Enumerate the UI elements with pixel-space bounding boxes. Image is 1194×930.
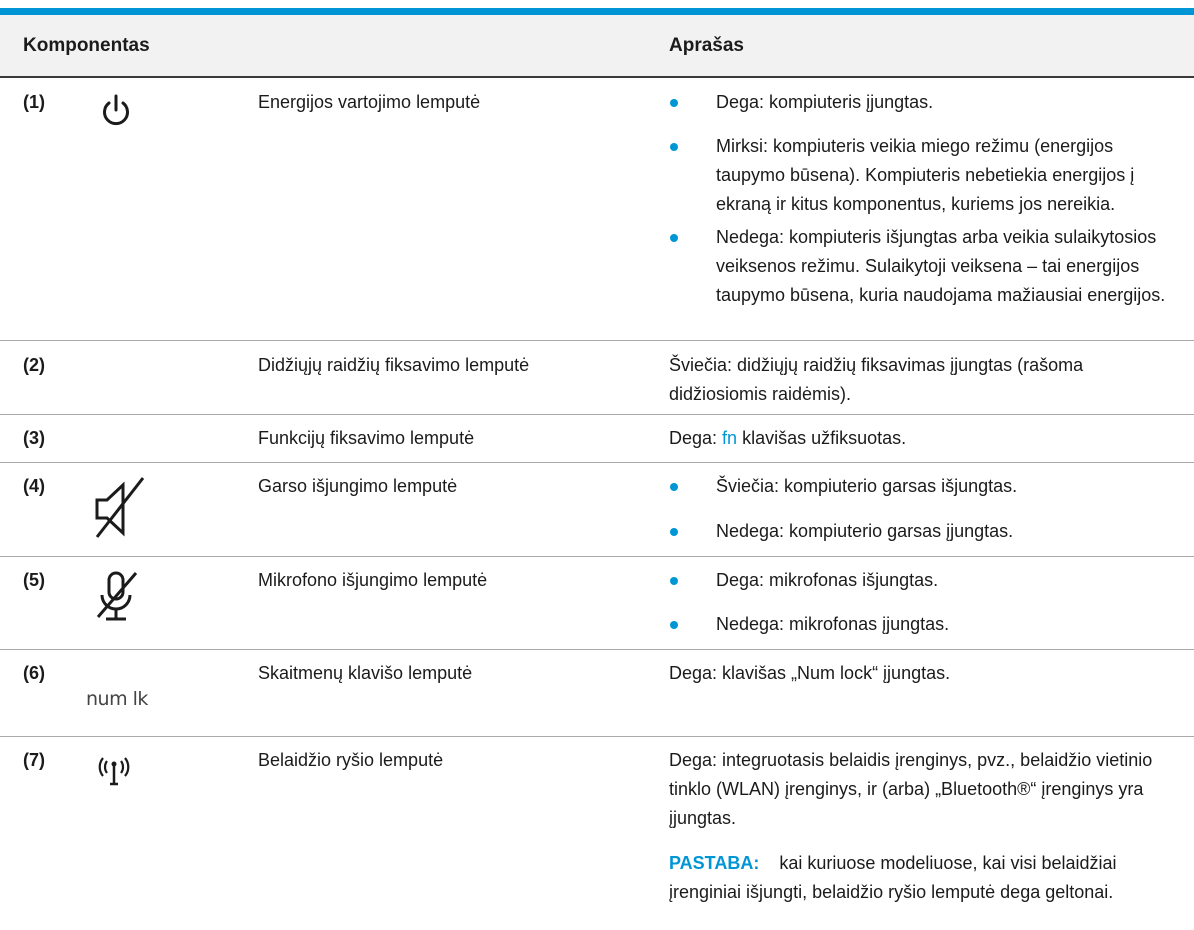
top-accent-bar — [0, 8, 1194, 15]
description-suffix: klavišas užfiksuotas. — [737, 428, 907, 448]
component-name: Didžiųjų raidžių fiksavimo lemputė — [258, 355, 530, 375]
row-number: (3) — [23, 428, 45, 448]
table-row — [0, 557, 1194, 649]
row-number: (4) — [23, 476, 45, 496]
component-name: Mikrofono išjungimo lemputė — [258, 570, 488, 590]
bullet-text: Nedega: kompiuteris išjungtas arba veikia sulaikytosios veiksenos režimu. Sulaikytoji veiksena – tai energijos taupymo būsena, kuria naudojama mažiausiai energijos. — [716, 227, 1166, 305]
bullet-dot — [670, 528, 678, 536]
bullet-text: Mirksi: kompiuteris veikia miego režimu (energijos taupymo būsena). Kompiuteris nebetiekia energijos į ekraną ir kitus komponentus, kuriems jos nereikia. — [716, 136, 1135, 214]
fn-key-label: fn — [722, 428, 738, 448]
bullet-dot — [670, 99, 678, 107]
component-name: Belaidžio ryšio lemputė — [258, 750, 444, 770]
description-prefix: Dega: — [669, 428, 723, 448]
component-name: Energijos vartojimo lemputė — [258, 92, 481, 112]
bullet-text: Šviečia: kompiuterio garsas išjungtas. — [716, 476, 1018, 496]
row-number: (2) — [23, 355, 45, 375]
table-row — [0, 415, 1194, 462]
row-number: (5) — [23, 570, 45, 590]
row-number: (6) — [23, 663, 45, 683]
table-header — [0, 15, 1194, 76]
row-number: (1) — [23, 92, 45, 112]
table-row — [0, 737, 1194, 930]
bullet-text: Nedega: mikrofonas įjungtas. — [716, 614, 950, 634]
description-text — [669, 424, 1169, 453]
speaker-mute-icon — [91, 475, 147, 552]
num-lock-icon: num lk — [86, 688, 148, 710]
table-row — [0, 78, 1194, 340]
table-row — [0, 341, 1194, 414]
power-icon — [100, 94, 132, 137]
description-text: Dega: klavišas „Num lock“ įjungtas. — [669, 663, 951, 683]
component-name: Garso išjungimo lemputė — [258, 476, 458, 496]
header-component: Komponentas — [23, 35, 150, 56]
wireless-icon — [95, 753, 133, 796]
bullet-dot — [670, 483, 678, 491]
note-label: PASTABA: — [669, 853, 760, 873]
bullet-dot — [670, 143, 678, 151]
description-text: Dega: integruotasis belaidis įrenginys, pvz., belaidžio vietinio tinklo (WLAN) įrenginys, ir (arba) „Bluetooth®“ įrenginys yra įjungtas. — [669, 750, 1153, 828]
bullet-text: Dega: mikrofonas išjungtas. — [716, 570, 939, 590]
note-text: kai kuriuose modeliuose, kai visi belaidžiai įrenginiai išjungti, belaidžio ryšio lemputė dega geltonai. — [669, 853, 1117, 902]
row-number: (7) — [23, 750, 45, 770]
microphone-mute-icon — [94, 569, 140, 634]
note — [669, 849, 1169, 907]
component-name: Funkcijų fiksavimo lemputė — [258, 428, 475, 448]
bullet-dot — [670, 577, 678, 585]
description-text: Šviečia: didžiųjų raidžių fiksavimas įjungtas (rašoma didžiosiomis raidėmis). — [669, 355, 1084, 404]
bullet-dot — [670, 234, 678, 242]
bullet-text: Dega: kompiuteris įjungtas. — [716, 92, 934, 112]
bullet-text: Nedega: kompiuterio garsas įjungtas. — [716, 521, 1014, 541]
table-row — [0, 650, 1194, 736]
component-name: Skaitmenų klavišo lemputė — [258, 663, 473, 683]
bullet-dot — [670, 621, 678, 629]
header-description: Aprašas — [669, 35, 744, 56]
table-row — [0, 463, 1194, 556]
